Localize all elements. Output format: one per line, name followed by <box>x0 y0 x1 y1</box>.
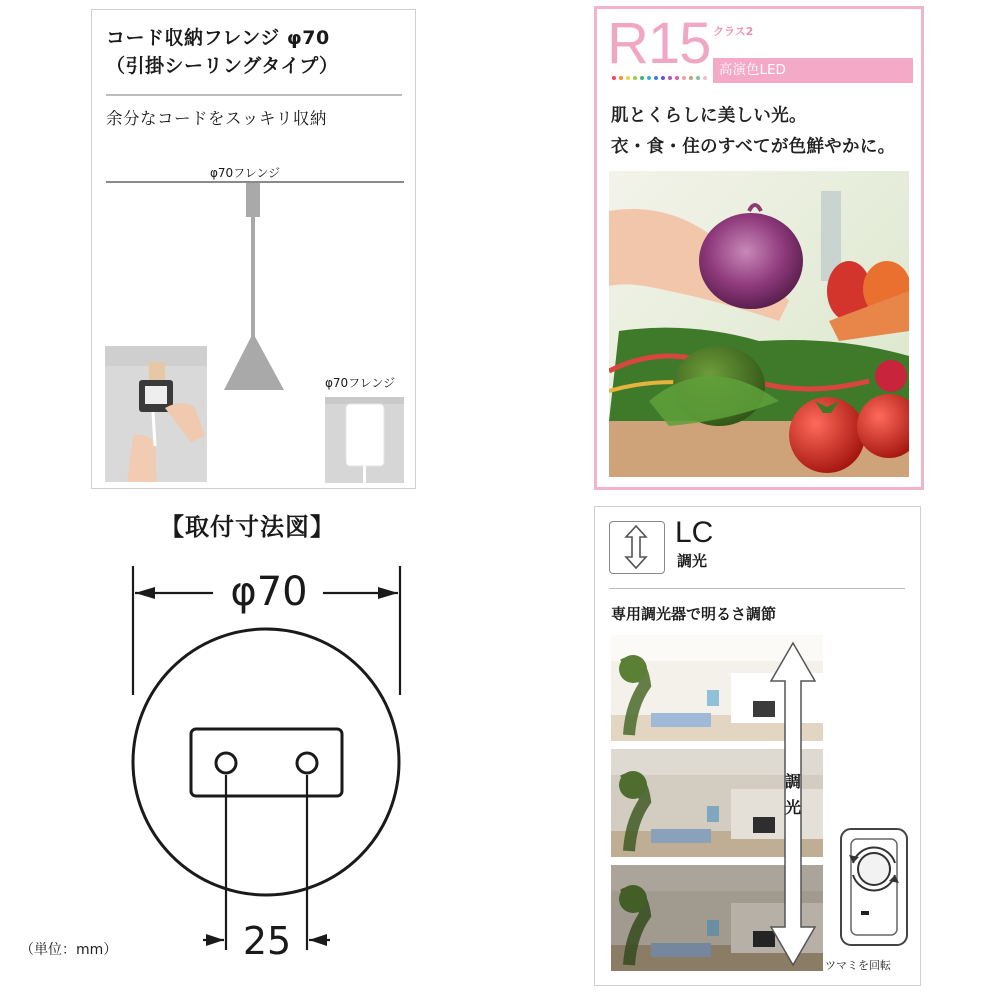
pendant-lamp-illustration <box>212 183 302 398</box>
hole-spacing-label: 25 <box>242 919 292 963</box>
r15-copy-line2: 衣・食・住のすべてが色鮮やかに。 <box>611 137 896 157</box>
dimmer-switch-illustration <box>839 827 909 947</box>
r15-high-color-panel <box>594 6 924 490</box>
outer-diameter-label: φ70 <box>230 569 308 615</box>
knob-caption: ツマミを回転 <box>825 959 891 972</box>
cord-title-line1: コード収納フレンジ φ70 <box>106 27 330 49</box>
color-spectrum-dots <box>611 75 711 81</box>
unit-note: （単位：mm） <box>20 942 118 958</box>
lc-divider <box>609 588 905 589</box>
cord-panel-subtitle: 余分なコードをスッキリ収納 <box>106 109 327 128</box>
flange-photo <box>325 397 404 483</box>
r15-copy <box>611 101 895 163</box>
cord-panel-title <box>106 24 338 80</box>
dimension-title: 【取付寸法図】 <box>160 513 335 541</box>
lc-code: LC <box>675 516 714 549</box>
cord-storage-panel <box>91 9 416 489</box>
dimming-icon <box>609 521 665 574</box>
r15-class-label: クラス2 <box>713 25 754 38</box>
cord-title-divider <box>106 94 402 96</box>
vegetable-photo <box>609 171 909 477</box>
installation-photo <box>105 346 207 482</box>
r15-badge: R15 <box>607 11 711 76</box>
r15-bar-label: 高演色LED <box>719 62 786 78</box>
flange-label-photo: φ70フレンジ <box>325 376 396 390</box>
dimming-panel <box>594 506 921 986</box>
r15-copy-line1: 肌とくらしに美しい光。 <box>611 106 807 126</box>
flange-label-top: φ70フレンジ <box>210 166 281 180</box>
cord-title-line2: （引掛シーリングタイプ） <box>106 55 339 77</box>
lc-heading: 専用調光器で明るさ調節 <box>611 605 777 623</box>
dimming-arrow-label: 調光 <box>784 772 801 817</box>
lc-code-subtitle: 調光 <box>677 552 708 570</box>
